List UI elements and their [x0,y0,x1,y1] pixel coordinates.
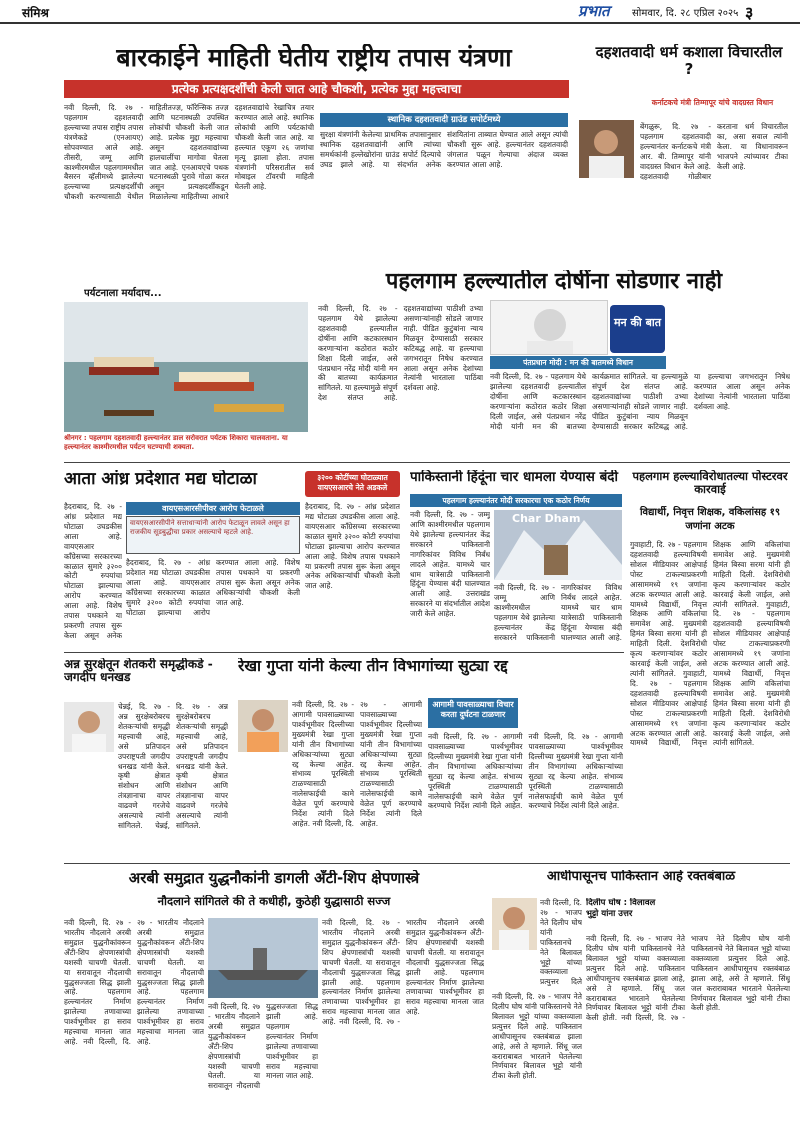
lead-body: नवी दिल्ली, दि. २७ - पहलगाम दहशतवादी हल्ल्याच्या तपास राष्ट्रीय तपास यंत्रणेकडे (एनआयए) सोपवण्यात आले आहे. तीसरी, जम्मू आणि काश्मीरमधील पहलगाममधील बैसरन व्हॅलीमध्ये झालेल्या हल्ल्याच्या प्रत्यक्षदर्शींची चौकशी करण्यासाठी येथील माहितीतज्ज्ञ, फॉरेन्सिक तज्ज्ञ आणि घटनास्थळी उपस्थित लोकांची चौकशी केली जात आहे. प्रत्येक मुद्दा महत्त्वाचा असून दहशतवाद्यांच्या हालचालींचा मागोवा घेतला जात आहे. एनआयएचे पथक घटनास्थळी पुरावे गोळा करत असून प्रत्यक्षदर्शींकडून मिळालेल्या माहितीच्या आधारे दहशतवाद्यांचे रेखाचित्र तयार करण्यात आले आहे. स्थानिक लोकांची आणि पर्यटकांची चौकशी केली जात आहे. या हल्ल्यात एकूण २६ जणांचा मृत्यू झाला होता. तपास यंत्रणांनी परिसरातील सर्व मोबाइल टॉवरची माहिती घेतली आहे. [64,103,314,202]
lead-deck: प्रत्येक प्रत्यक्षदर्शींची केली जात आहे चौकशी, प्रत्येक मुद्दा महत्त्वाचा [64,80,569,98]
pm-caption: पंतप्रधान मोदी : मन की बातमध्ये विधान [490,356,666,369]
religion-headline: दहशतवादी धर्म कशाला विचारतील ? [595,44,783,78]
liquor-box: वायएसआरसीपीने सत्ताधाऱ्यांनी आरोप फेटाळून लावले असून हा राजकीय सूडबुद्धीचा प्रकार असल्याचे म्हटले आहे. [126,516,300,554]
minister-label: कर्नाटकचे मंत्री तिम्मापूर यांचे वादग्रस्त विधान [651,98,774,107]
pak-hindus-body-2: नवी दिल्ली, दि. २७ - जम्मू आणि काश्मीरमधील पहलगाम येथे झालेल्या हल्ल्यानंतर केंद्र सरकारने पाकिस्तानी नागरिकांवर विविध निर्बंध लादले आहेत. यामध्ये चार धाम यात्रेसाठी पाकिस्तानी हिंदूंना येण्यास बंदी घालण्यात आली आहे. [494,583,622,642]
brand-logo: प्रभात [578,2,610,20]
navy-body-right: नवी दिल्ली, दि. २७ - भारतीय नौदलाने अरबी समुद्रात युद्धनौकांवरून अँटी-शिप क्षेपणास्त्रांची यशस्वी चाचणी घेतली. या सरावातून नौदलाची युद्धसज्जता सिद्ध झाली आहे. पहलगाम हल्ल्यानंतर निर्माण झालेल्या तणावाच्या पार्श्वभूमीवर हा सराव महत्त्वाचा मानला जात आहे. नवी दिल्ली, दि. २७ - भारतीय नौदलाने अरबी समुद्रात युद्धनौकांवरून अँटी-शिप क्षेपणास्त्रांची यशस्वी चाचणी घेतली. या सरावातून नौदलाची युद्धसज्जता सिद्ध झाली आहे. पहलगाम हल्ल्यानंतर निर्माण झालेल्या तणावाच्या पार्श्वभूमीवर हा सराव महत्त्वाचा मानला जात आहे. [322,918,484,1027]
char-dham-label: Char Dham [512,512,581,525]
pak-hindus-deck: पहलगाम हल्ल्यानंतर मोदी सरकारचा एक कठोर निर्णय [410,494,622,507]
food-body: चेन्नई, दि. २७ - अन्न सुरक्षेबरोबरच शेतकऱ्यांची समृद्धी महत्त्वाची आहे, असे प्रतिपादन उपराष्ट्रपती जगदीप धनखड यांनी केले. कृषी क्षेत्रात संशोधन आणि तंत्रज्ञानाचा वापर वाढवणे गरजेचे असल्याचे त्यांनी सांगितले. चेन्नई, दि. २७ - अन्न सुरक्षेबरोबरच शेतकऱ्यांची समृद्धी महत्त्वाची आहे, असे प्रतिपादन उपराष्ट्रपती जगदीप धनखड यांनी केले. कृषी क्षेत्रात संशोधन आणि तंत्रज्ञानाचा वापर वाढवणे गरजेचे असल्याचे त्यांनी सांगितले. [118,702,228,831]
pahalgam-body-left: नवी दिल्ली, दि. २७ - पहलगाम येथे झालेल्या दहशतवादी हल्ल्यातील दोषींना आणि कटकारस्थान करणाऱ्यांना कठोरात कठोर शिक्षा दिली जाईल, असे पंतप्रधान नरेंद्र मोदी यांनी मन की बातच्या कार्यक्रमात सांगितले. या हल्ल्यामुळे संपूर्ण देश संतप्त आहे. दहशतवाद्यांच्या पाठीशी उभ्या असणाऱ्यांनाही सोडले जाणार नाही. पीडित कुटुंबांना न्याय मिळवून देण्यासाठी सरकार कटिबद्ध आहे. या हल्ल्याचा जगभरातून निषेध करण्यात आला असून अनेक देशांच्या नेत्यांनी भारताला पाठिंबा दर्शवला आहे. [318,304,483,403]
section-name: संमिश्र [22,6,49,20]
rekha-body: नवी दिल्ली, दि. २७ - आगामी पावसाळ्याच्या पार्श्वभूमीवर दिल्लीच्या मुख्यमंत्री रेखा गुप्ता यांनी तीन विभागांच्या अधिकाऱ्यांच्या सुट्या रद्द केल्या आहेत. संभाव्य पूरस्थिती टाळण्यासाठी नालेसफाईची कामे वेळेत पूर्ण करण्याचे निर्देश त्यांनी दिले आहेत. नवी दिल्ली, दि. २७ - आगामी पावसाळ्याच्या पार्श्वभूमीवर दिल्लीच्या मुख्यमंत्री रेखा गुप्ता यांनी तीन विभागांच्या अधिकाऱ्यांच्या सुट्या रद्द केल्या आहेत. संभाव्य पूरस्थिती टाळण्यासाठी नालेसफाईची कामे वेळेत पूर्ण करण्याचे निर्देश त्यांनी दिले आहेत. [292,700,422,829]
liquor-headline: आता आंध्र प्रदेशात मद्य घोटाळा [64,470,257,489]
local-support-label: स्थानिक दहशतवादी ग्राउंड सपोर्टमध्ये [320,113,568,127]
minister-photo [579,120,634,178]
dilip-body-left: नवी दिल्ली, दि. २७ - भाजप नेते दिलीप घोष यांनी पाकिस्तानचे नेते बिलावल भुट्टो यांच्या वक्तव्याला प्रत्युत्तर दिले [540,898,582,987]
food-headline: अन्न सुरक्षेतून शेतकरी समृद्धीकडे - जगदीप धनखड [64,658,213,685]
lake-photo-caption: श्रीनगर : पहलगाम दहशतवादी हल्ल्यानंतर डाल सरोवरात पर्यटक शिकारा चालवताना. या हल्ल्यानंतर काश्मीरमधील पर्यटन घटण्याची शक्यता. [64,434,288,452]
posters-headline: पहलगाम हल्ल्याविरोधातल्या पोस्टरवर कारवाई [632,470,788,496]
liquor-body-2: हैदराबाद, दि. २७ - आंध्र प्रदेशात मद्य घोटाळा उघडकीस आला आहे. वायएसआर काँग्रेसच्या सरकारच्या काळात सुमारे ३२०० कोटी रुपयांचा घोटाळा झाल्याचा आरोप करण्यात आला आहे. विशेष तपास पथकाने या प्रकरणी तपास सुरू केला असून अनेक अधिकाऱ्यांची चौकशी केली जात आहे. [126,558,300,617]
dilip-headline: आधीपासूनच पाकिस्तान आहे रक्तबंबाळ [546,870,736,884]
dhankhar-photo [64,702,114,752]
issue-date: सोमवार, दि. २८ एप्रिल २०२५ [632,8,739,19]
man-ki-baat-logo [610,305,665,353]
navy-body-mid: नवी दिल्ली, दि. २७ - भारतीय नौदलाने अरबी समुद्रात युद्धनौकांवरून अँटी-शिप क्षेपणास्त्रांची यशस्वी चाचणी घेतली. या सरावातून नौदलाची युद्धसज्जता सिद्ध झाली आहे. पहलगाम हल्ल्यानंतर निर्माण झालेल्या तणावाच्या पार्श्वभूमीवर हा सराव महत्त्वाचा मानला जात आहे. [208,1002,318,1091]
dilip-quote: दिलीप घोष : विलावल भुट्टो यांना उत्तर [586,898,656,920]
warship-photo [208,918,318,998]
pahalgam-headline: पहलगाम हल्ल्यातील दोषींना सोडणार नाही [385,270,723,294]
pm-modi-photo [490,300,608,355]
pak-hindus-body: नवी दिल्ली, दि. २७ - जम्मू आणि काश्मीरमधील पहलगाम येथे झालेल्या हल्ल्यानंतर केंद्र सरकारने पाकिस्तानी नागरिकांवर विविध निर्बंध लादले आहेत. यामध्ये चार धाम यात्रेसाठी पाकिस्तानी हिंदूंना येण्यास बंदी घालण्यात आली आहे. उत्तराखंड सरकारने या संदर्भातील आदेश जारी केले आहेत. [410,510,490,619]
masthead [0,0,800,24]
lead-headline: बारकाईने माहिती घेतीय राष्ट्रीय तपास यंत्रणा [116,44,512,72]
page-number: ३ [745,3,754,22]
liquor-body-3: हैदराबाद, दि. २७ - आंध्र प्रदेशात मद्य घोटाळा उघडकीस आला आहे. वायएसआर काँग्रेसच्या सरकारच्या काळात सुमारे ३२०० कोटी रुपयांचा घोटाळा झाल्याचा आरोप करण्यात आला आहे. विशेष तपास पथकाने या प्रकरणी तपास सुरू केला असून अनेक अधिकाऱ्यांची चौकशी केली जात आहे. [305,502,400,591]
lake-photo [64,302,308,432]
rekha-body-2: नवी दिल्ली, दि. २७ - आगामी पावसाळ्याच्या पार्श्वभूमीवर दिल्लीच्या मुख्यमंत्री रेखा गुप्ता यांनी तीन विभागांच्या अधिकाऱ्यांच्या सुट्या रद्द केल्या आहेत. संभाव्य पूरस्थिती टाळण्यासाठी नालेसफाईची कामे वेळेत पूर्ण करण्याचे निर्देश त्यांनी दिले आहेत. नवी दिल्ली, दि. २७ - आगामी पावसाळ्याच्या पार्श्वभूमीवर दिल्लीच्या मुख्यमंत्री रेखा गुप्ता यांनी तीन विभागांच्या अधिकाऱ्यांच्या सुट्या रद्द केल्या आहेत. संभाव्य पूरस्थिती टाळण्यासाठी नालेसफाईची कामे वेळेत पूर्ण करण्याचे निर्देश त्यांनी दिले आहेत. [428,732,623,811]
liquor-sub: वायएसआरसीपीवर आरोप फेटाळले [126,502,300,515]
pak-hindus-headline: पाकिस्तानी हिंदूंना चार धामला येण्यास बंदी [410,470,618,485]
posters-body: गुवाहाटी, दि. २७ - पहलगाम दहशतवादी हल्ल्याविषयी सोशल मीडियावर आक्षेपार्ह पोस्ट टाकल्याप्रकरणी आसाममध्ये १९ जणांना अटक करण्यात आली आहे. यामध्ये विद्यार्थी, निवृत्त शिक्षक आणि वकिलांचा समावेश आहे. मुख्यमंत्री हिमंत बिस्वा सरमा यांनी ही माहिती दिली. देशविरोधी कृत्य करणाऱ्यांवर कठोर कारवाई केली जाईल, असे त्यांनी सांगितले. गुवाहाटी, दि. २७ - पहलगाम दहशतवादी हल्ल्याविषयी सोशल मीडियावर आक्षेपार्ह पोस्ट टाकल्याप्रकरणी आसाममध्ये १९ जणांना अटक करण्यात आली आहे. यामध्ये विद्यार्थी, निवृत्त शिक्षक आणि वकिलांचा समावेश आहे. मुख्यमंत्री हिमंत बिस्वा सरमा यांनी ही माहिती दिली. देशविरोधी कृत्य करणाऱ्यांवर कठोर कारवाई केली जाईल, असे त्यांनी सांगितले. गुवाहाटी, दि. २७ - पहलगाम दहशतवादी हल्ल्याविषयी सोशल मीडियावर आक्षेपार्ह पोस्ट टाकल्याप्रकरणी आसाममध्ये १९ जणांना अटक करण्यात आली आहे. यामध्ये विद्यार्थी, निवृत्त शिक्षक आणि वकिलांचा समावेश आहे. मुख्यमंत्री हिमंत बिस्वा सरमा यांनी ही माहिती दिली. देशविरोधी कृत्य करणाऱ्यांवर कठोर कारवाई केली जाईल, असे त्यांनी सांगितले. [630,540,790,748]
pahalgam-body-right: नवी दिल्ली, दि. २७ - पहलगाम येथे झालेल्या दहशतवादी हल्ल्यातील दोषींना आणि कटकारस्थान करणाऱ्यांना कठोरात कठोर शिक्षा दिली जाईल, असे पंतप्रधान नरेंद्र मोदी यांनी मन की बातच्या कार्यक्रमात सांगितले. या हल्ल्यामुळे संपूर्ण देश संतप्त आहे. दहशतवाद्यांच्या पाठीशी उभ्या असणाऱ्यांनाही सोडले जाणार नाही. पीडित कुटुंबांना न्याय मिळवून देण्यासाठी सरकार कटिबद्ध आहे. या हल्ल्याचा जगभरातून निषेध करण्यात आला असून अनेक देशांच्या नेत्यांनी भारताला पाठिंबा दर्शवला आहे. [490,372,790,431]
local-support-body: सुरक्षा यंत्रणांनी केलेल्या प्राथमिक तपासानुसार स्थानिक दहशतवाद्यांनी आणि त्यांच्या समर्थकांनी हल्लेखोरांना ग्राउंड सपोर्ट दिल्याचे उघड झाले आहे. या संदर्भात अनेक संशयितांना ताब्यात घेण्यात आले असून त्यांची चौकशी सुरू आहे. हल्ल्यानंतर दहशतवादी जंगलात पळून गेल्याचा अंदाज व्यक्त करण्यात आला आहे. [320,130,568,169]
dilip-body-bottom: नवी दिल्ली, दि. २७ - भाजप नेते दिलीप घोष यांनी पाकिस्तानचे नेते बिलावल भुट्टो यांच्या वक्तव्याला प्रत्युत्तर दिले आहे. पाकिस्तान आधीपासूनच रक्तबंबाळ झाला आहे, असे ते म्हणाले. सिंधू जल कराराबाबत भारताने घेतलेल्या निर्णयावर बिलावल भुट्टो यांनी टीका केली होती. [492,992,582,1081]
rekha-headline: रेखा गुप्ता यांनी केल्या तीन विभागांच्या सुट्या रद्द [238,658,508,675]
navy-deck: नौदलाने सांगितले की ते कधीही, कुठेही युद्धासाठी सज्ज [157,895,391,908]
photo-label: पर्यटनाला मर्यादाच... [84,288,162,299]
rekha-box-label: आगामी पावसाळ्याचा विचार करता दुर्घटना टाळणार [428,698,518,728]
religion-body: बेंगळुरू, दि. २७ - पहलगाम दहशतवादी हल्ल्यानंतर कर्नाटकचे मंत्री आर. बी. तिम्मापूर यांनी वादग्रस्त विधान केले आहे. दहशतवादी गोळीबार करताना धर्म विचारतील का, असा सवाल त्यांनी केला. या विधानावरून भाजपने त्यांच्यावर टीका केली आहे. [640,122,788,181]
liquor-tag: ३२०० कोटींच्या घोटाळ्यात वायएसआरचे नेते अडकले [305,471,400,497]
navy-headline: अरबी समुद्रात युद्धनौकांनी डागली अँटी-शिप क्षेपणास्त्रे [128,870,420,887]
man-ki-baat-label: मन की बात [613,316,662,329]
rekha-photo [238,700,288,752]
char-dham-photo [494,510,622,580]
posters-deck: विद्यार्थी, निवृत्त शिक्षक, वकिलांसह १९ जणांना अटक [639,507,781,532]
dilip-photo [492,898,537,950]
navy-body-left: नवी दिल्ली, दि. २७ - भारतीय नौदलाने अरबी समुद्रात युद्धनौकांवरून अँटी-शिप क्षेपणास्त्रांची यशस्वी चाचणी घेतली. या सरावातून नौदलाची युद्धसज्जता सिद्ध झाली आहे. पहलगाम हल्ल्यानंतर निर्माण झालेल्या तणावाच्या पार्श्वभूमीवर हा सराव महत्त्वाचा मानला जात आहे. नवी दिल्ली, दि. २७ - भारतीय नौदलाने अरबी समुद्रात युद्धनौकांवरून अँटी-शिप क्षेपणास्त्रांची यशस्वी चाचणी घेतली. या सरावातून नौदलाची युद्धसज्जता सिद्ध झाली आहे. पहलगाम हल्ल्यानंतर निर्माण झालेल्या तणावाच्या पार्श्वभूमीवर हा सराव महत्त्वाचा मानला जात आहे. [64,918,204,1047]
dilip-body: नवी दिल्ली, दि. २७ - भाजप नेते दिलीप घोष यांनी पाकिस्तानचे नेते बिलावल भुट्टो यांच्या वक्तव्याला प्रत्युत्तर दिले आहे. पाकिस्तान आधीपासूनच रक्तबंबाळ झाला आहे, असे ते म्हणाले. सिंधू जल कराराबाबत भारताने घेतलेल्या निर्णयावर बिलावल भुट्टो यांनी टीका केली होती. नवी दिल्ली, दि. २७ - भाजप नेते दिलीप घोष यांनी पाकिस्तानचे नेते बिलावल भुट्टो यांच्या वक्तव्याला प्रत्युत्तर दिले आहे. पाकिस्तान आधीपासूनच रक्तबंबाळ झाला आहे, असे ते म्हणाले. सिंधू जल कराराबाबत भारताने घेतलेल्या निर्णयावर बिलावल भुट्टो यांनी टीका केली होती. [586,934,790,1023]
liquor-body: हैदराबाद, दि. २७ - आंध्र प्रदेशात मद्य घोटाळा उघडकीस आला आहे. वायएसआर काँग्रेसच्या सरकारच्या काळात सुमारे ३२०० कोटी रुपयांचा घोटाळा झाल्याचा आरोप करण्यात आला आहे. विशेष तपास पथकाने या प्रकरणी तपास सुरू केला असून अनेक [64,502,122,640]
